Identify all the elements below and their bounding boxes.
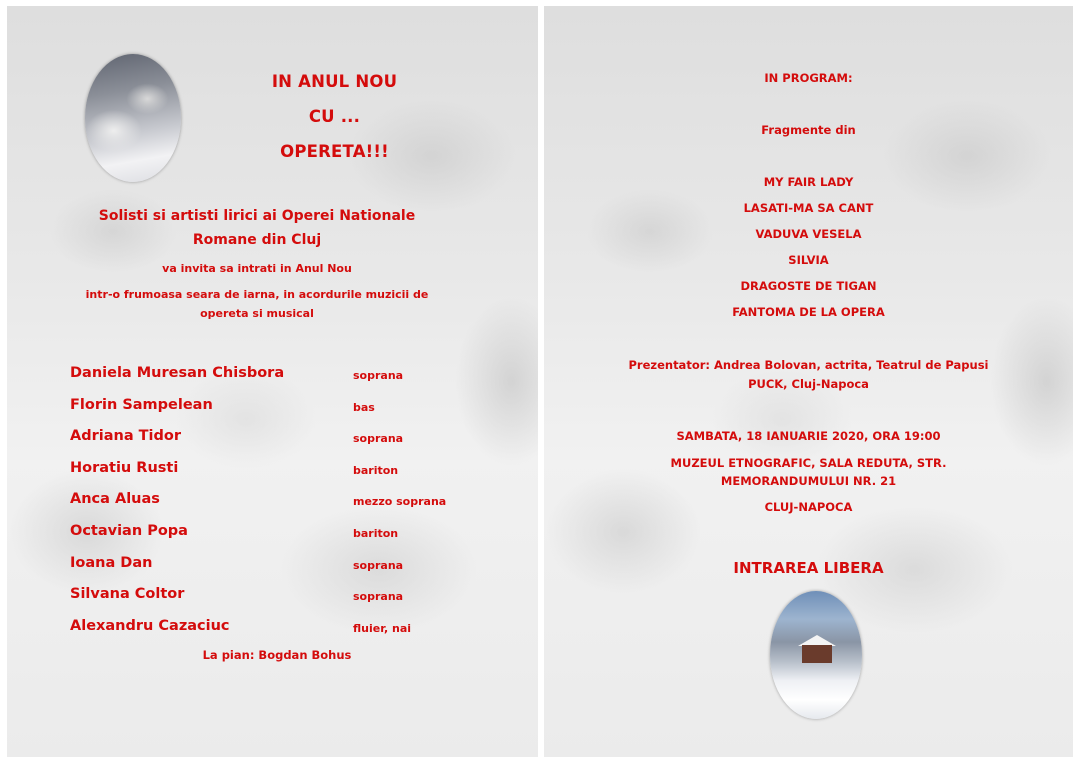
subtitle-line-2: Romane din Cluj [192,232,322,248]
presenter-line-2: PUCK, Cluj-Napoca [748,377,869,391]
performer-name: Octavian Popa [70,523,188,539]
program-item: DRAGOSTE DE TIGAN [740,279,877,293]
admission-free: INTRAREA LIBERA [733,559,884,577]
description-line-2: opereta si musical [200,307,314,320]
program-item: SILVIA [788,253,829,267]
subtitle-line-1: Solisti si artisti lirici ai Operei Nationale [98,208,416,224]
performer-row [70,491,490,511]
performer-voice: soprana [353,369,404,382]
performer-name: Silvana Coltor [70,586,185,602]
performer-row [70,586,490,606]
piano-credit: La pian: Bogdan Bohus [202,648,352,662]
program-item: MY FAIR LADY [763,175,854,189]
performer-name: Ioana Dan [70,555,153,571]
venue-city: CLUJ-NAPOCA [764,500,853,514]
program-item: LASATI-MA SA CANT [743,201,874,215]
performer-voice: bariton [353,464,399,477]
performer-voice: bariton [353,527,399,540]
program-heading: IN PROGRAM: [764,71,853,85]
snowy-house-photo [770,591,862,719]
performer-row [70,428,490,448]
performer-voice: soprana [353,590,404,603]
title-line-3: OPERETA!!! [280,142,389,161]
left-flyer-page [7,6,538,757]
performer-name: Anca Aluas [70,491,160,507]
title-line-2: CU ... [308,107,361,126]
performer-voice: soprana [353,432,404,445]
fragments-label: Fragmente din [761,123,856,137]
performer-row [70,460,490,480]
title-line-1: IN ANUL NOU [271,72,398,91]
program-item: VADUVA VESELA [755,227,862,241]
performer-row [70,397,490,417]
venue-line-2: MEMORANDUMULUI NR. 21 [720,474,897,488]
right-flyer-page [544,6,1073,757]
performer-name: Horatiu Rusti [70,460,179,476]
performer-row [70,523,490,543]
performer-name: Adriana Tidor [70,428,182,444]
performer-row [70,555,490,575]
performer-voice: fluier, nai [353,622,412,635]
presenter-line-1: Prezentator: Andrea Bolovan, actrita, Teatrul de Papusi [628,358,989,372]
description-line-1: intr-o frumoasa seara de iarna, in acordurile muzicii de [85,288,429,301]
performer-voice: soprana [353,559,404,572]
performer-name: Florin Sampelean [70,397,213,413]
performer-row [70,365,490,385]
performer-voice: mezzo soprana [353,495,447,508]
house-shape [802,645,832,663]
performer-name: Alexandru Cazaciuc [70,618,230,634]
venue-line-1: MUZEUL ETNOGRAFIC, SALA REDUTA, STR. [670,456,947,470]
performer-row [70,618,490,638]
performer-voice: bas [353,401,375,414]
invite-text: va invita sa intrati in Anul Nou [162,262,352,275]
winter-forest-photo [85,54,181,182]
event-date-time: SAMBATA, 18 IANUARIE 2020, ORA 19:00 [676,429,941,443]
program-item: FANTOMA DE LA OPERA [732,305,885,319]
performer-name: Daniela Muresan Chisbora [70,365,285,381]
